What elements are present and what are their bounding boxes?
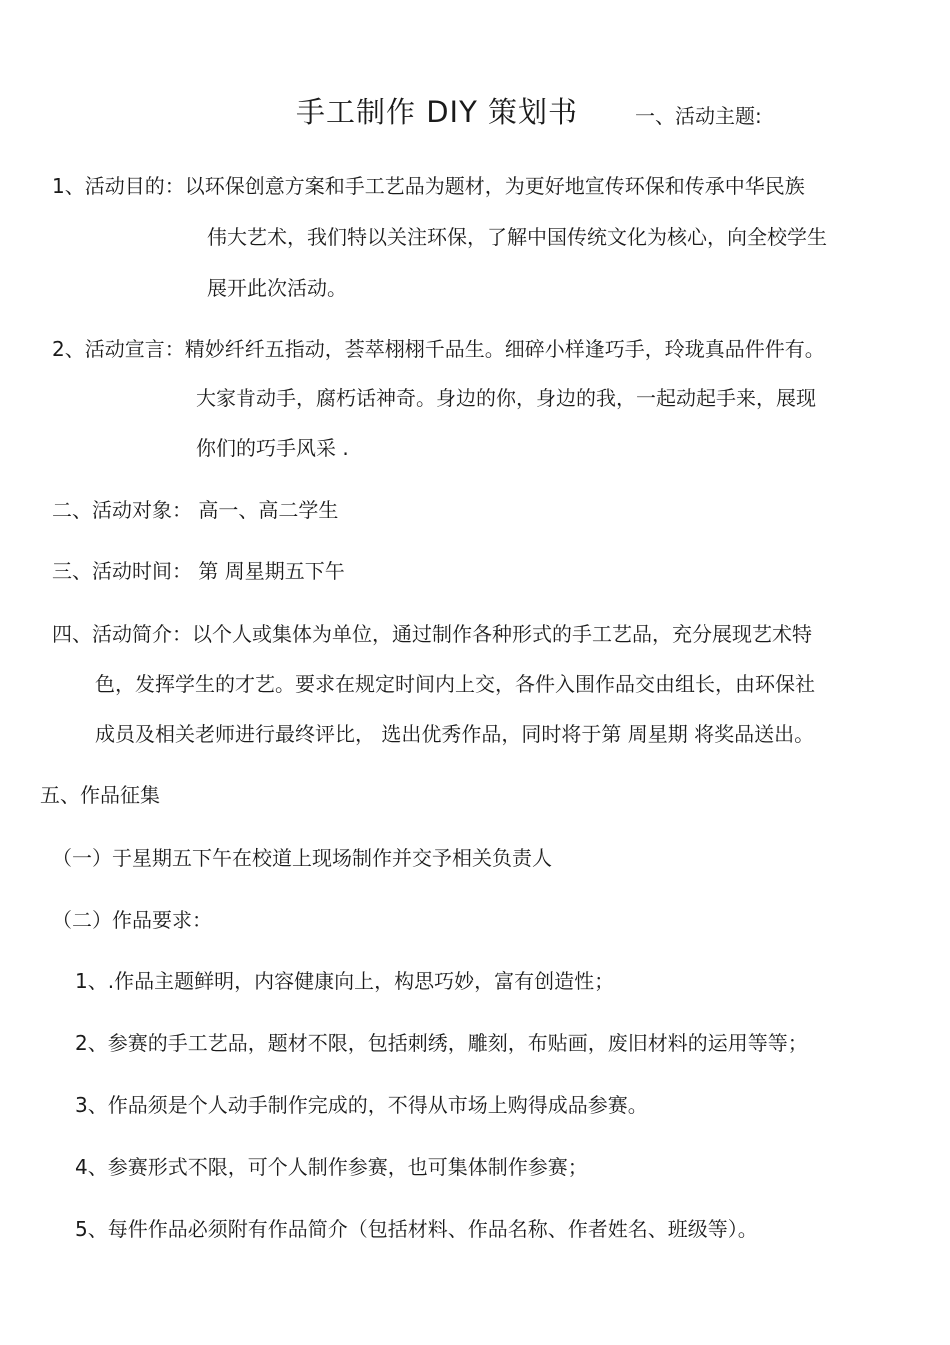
paragraph-line: 1、活动目的：以环保创意方案和手工艺品为题材，为更好地宣传环保和传承中华民族 [52, 174, 805, 198]
list-item: 4、参赛形式不限，可个人制作参赛，也可集体制作参赛； [75, 1155, 588, 1179]
paragraph-line: 成员及相关老师进行最终评比， 选出优秀作品，同时将于第 周星期 将奖品送出。 [95, 722, 815, 746]
paragraph-line: （二）作品要求： [52, 908, 212, 932]
section-heading: 五、作品征集 [40, 783, 160, 807]
list-item: 2、参赛的手工艺品，题材不限，包括刺绣，雕刻，布贴画，废旧材料的运用等等； [75, 1031, 808, 1055]
paragraph-line: 色，发挥学生的才艺。要求在规定时间内上交，各件入围作品交由组长，由环保社 [95, 672, 815, 696]
paragraph-line: 展开此次活动。 [207, 276, 347, 300]
list-item: 1、.作品主题鲜明，内容健康向上，构思巧妙，富有创造性； [75, 969, 615, 993]
paragraph-line: 三、活动时间： 第 周星期五下午 [52, 559, 345, 583]
list-item: 3、作品须是个人动手制作完成的，不得从市场上购得成品参赛。 [75, 1093, 648, 1117]
section-heading-activity-theme: 一、活动主题: [635, 104, 762, 128]
document-title: 手工制作 DIY 策划书 [296, 95, 579, 129]
paragraph-line: 伟大艺术，我们特以关注环保，了解中国传统文化为核心，向全校学生 [207, 225, 827, 249]
paragraph-line: 你们的巧手风采 . [196, 436, 349, 460]
paragraph-line: 2、活动宣言：精妙纤纤五指动，荟萃栩栩千品生。细碎小样逢巧手，玲珑真品件件有。 [52, 337, 825, 361]
list-item: 5、每件作品必须附有作品简介（包括材料、作品名称、作者姓名、班级等）。 [75, 1217, 758, 1241]
paragraph-line: 大家肯动手，腐朽话神奇。身边的你，身边的我，一起动起手来，展现 [196, 386, 816, 410]
paragraph-line: 四、活动简介：以个人或集体为单位，通过制作各种形式的手工艺品，充分展现艺术特 [52, 622, 812, 646]
paragraph-line: （一）于星期五下午在校道上现场制作并交予相关负责人 [52, 846, 552, 870]
paragraph-line: 二、活动对象： 高一、高二学生 [52, 498, 339, 522]
